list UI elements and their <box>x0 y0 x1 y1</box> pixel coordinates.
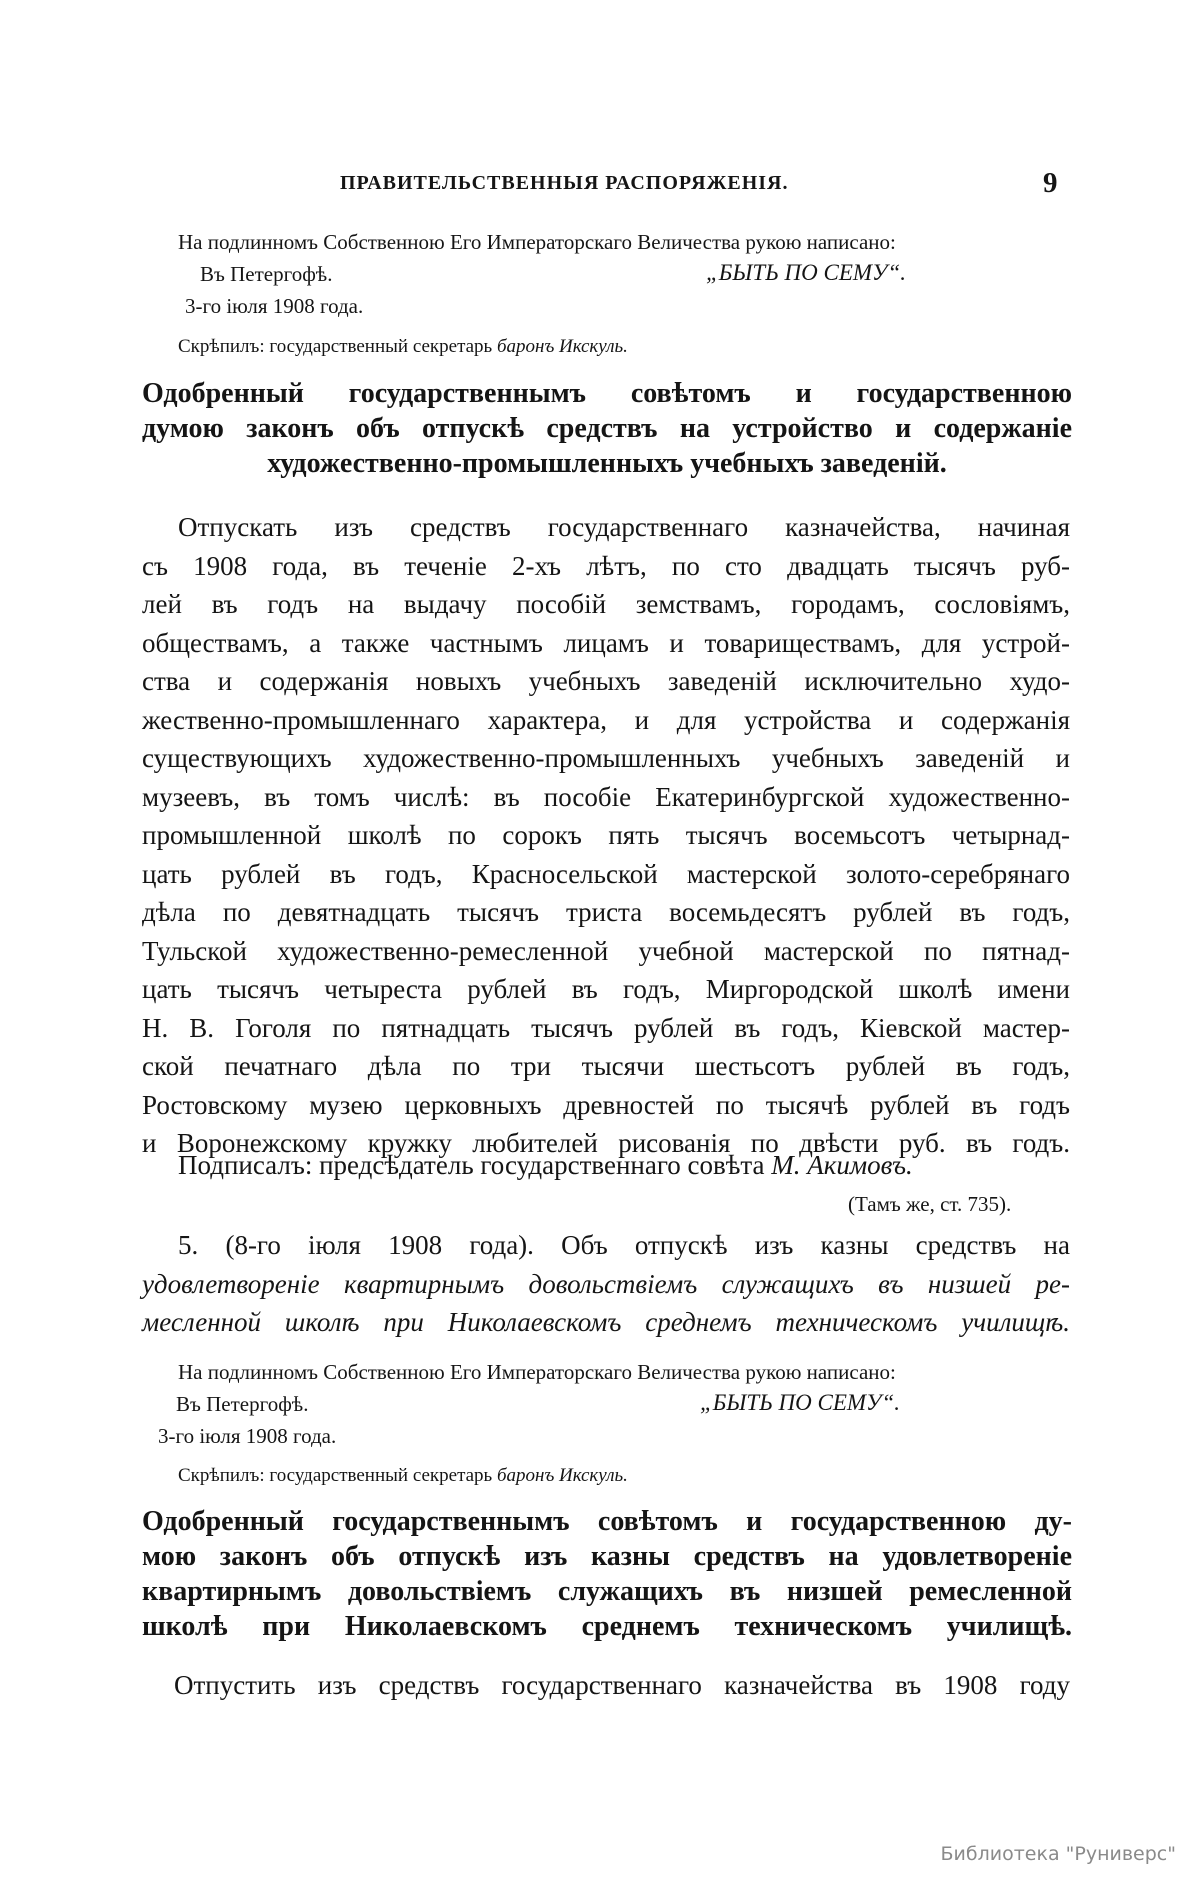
heading-line: Одобренный государственнымъ совѣтомъ и государственною <box>142 378 1072 409</box>
countersign-prefix-1: Скрѣпилъ: государственный секретарь <box>178 336 493 357</box>
resolution-2: „БЫТЬ ПО СЕМУ“. <box>700 1390 901 1415</box>
date-1: 3-го іюля 1908 года. <box>185 294 364 318</box>
law-text-2 <box>142 1666 1070 1705</box>
text-line: цать тысячъ четыреста рублей въ годъ, Миргородской школѣ имени <box>142 974 1070 1004</box>
text-line: обществамъ, а также частнымъ лицамъ и товариществамъ, для устрой- <box>142 627 1070 658</box>
place-2: Въ Петергофѣ. <box>176 1392 309 1416</box>
item-line: месленной школѣ при Николаевскомъ среднемъ техническомъ училищѣ. <box>142 1307 1070 1337</box>
heading-line: художественно-промышленныхъ учебныхъ заведеній. <box>267 448 947 479</box>
source-reference: (Тамъ же, ст. 735). <box>848 1192 1012 1216</box>
countersign-name-1: баронъ Икскуль. <box>496 336 628 357</box>
signature-prefix: Подписалъ: предсѣдатель государственнаго совѣта <box>178 1150 765 1180</box>
text-line: промышленной школѣ по сорокъ пять тысячъ восемьсотъ четырнад- <box>142 820 1070 850</box>
text-line: ской печатнаго дѣла по три тысячи шестьсотъ рублей въ годъ, <box>142 1051 1070 1081</box>
text-line: музеевъ, въ томъ числѣ: въ пособіе Екатеринбургской художественно- <box>142 781 1070 812</box>
text-line: Отпускать изъ средствъ государственнаго казначейства, начиная <box>178 512 1070 542</box>
library-watermark: Библиотека "Руниверс" <box>940 1843 1176 1865</box>
heading-line: школѣ при Николаевскомъ среднемъ техническомъ училищѣ. <box>142 1611 1072 1642</box>
heading-line: думою законъ объ отпускѣ средствъ на устройство и содержаніе <box>142 413 1072 444</box>
resolution-1: „БЫТЬ ПО СЕМУ“. <box>706 260 907 285</box>
countersign-prefix-2: Скрѣпилъ: государственный секретарь <box>178 1465 493 1486</box>
text-line: цать рублей въ годъ, Красносельской мастерской золото-серебрянаго <box>142 858 1070 889</box>
law-heading-2 <box>142 1504 1072 1644</box>
text-line: лей въ годъ на выдачу пособій земствамъ, городамъ, сословіямъ, <box>142 589 1070 619</box>
countersign-2 <box>178 1465 628 1487</box>
text-line: Тульской художественно-ремесленной учебной мастерской по пятнад- <box>142 935 1070 966</box>
heading-line: Одобренный государственнымъ совѣтомъ и государственною ду- <box>142 1506 1072 1537</box>
page-number: 9 <box>1043 167 1058 199</box>
text-line: съ 1908 года, въ теченіе 2-хъ лѣтъ, по сто двадцать тысячъ руб- <box>142 550 1070 581</box>
original-note-1: На подлинномъ Собственною Его Императорскаго Величества рукою написано: <box>178 230 896 254</box>
original-note-2: На подлинномъ Собственною Его Императорскаго Величества рукою написано: <box>178 1360 896 1384</box>
text-line: дѣла по девятнадцать тысячъ триста восемьдесятъ рублей въ годъ, <box>142 897 1070 927</box>
text-line: существующихъ художественно-промышленныхъ учебныхъ заведеній и <box>142 743 1070 773</box>
item-line: 5. (8-го іюля 1908 года). Объ отпускѣ изъ казны средствъ на <box>178 1230 1070 1260</box>
text-line: Н. В. Гоголя по пятнадцать тысячъ рублей въ годъ, Кіевской мастер- <box>142 1012 1070 1043</box>
countersign-1 <box>178 336 628 358</box>
item-5 <box>142 1226 1070 1342</box>
text-line: ства и содержанія новыхъ учебныхъ заведеній исключительно худо- <box>142 666 1070 696</box>
running-header: ПРАВИТЕЛЬСТВЕННЫЯ РАСПОРЯЖЕНІЯ. <box>340 172 789 194</box>
date-2: 3-го іюля 1908 года. <box>158 1424 337 1448</box>
signature <box>178 1150 913 1181</box>
text-line: Отпустить изъ средствъ государственнаго казначейства въ 1908 году <box>174 1670 1070 1700</box>
heading-line: мою законъ объ отпускѣ изъ казны средствъ на удовлетвореніе <box>142 1541 1072 1572</box>
item-line: удовлетвореніе квартирнымъ довольствіемъ служащихъ въ низшей ре- <box>142 1268 1070 1299</box>
text-line: жественно-промышленнаго характера, и для устройства и содержанія <box>142 704 1070 735</box>
text-line: Ростовскому музею церковныхъ древностей по тысячѣ рублей въ годъ <box>142 1089 1070 1120</box>
law-text-1 <box>142 508 1070 1163</box>
place-1: Въ Петергофѣ. <box>200 262 333 286</box>
heading-line: квартирнымъ довольствіемъ служащихъ въ низшей ремесленной <box>142 1576 1072 1607</box>
text-line: и Воронежскому кружку любителей рисованія по двѣсти руб. въ годъ. <box>142 1128 1070 1158</box>
law-heading-1 <box>142 376 1072 481</box>
countersign-name-2: баронъ Икскуль. <box>496 1465 628 1486</box>
signature-name: М. Акимовъ. <box>771 1150 913 1180</box>
